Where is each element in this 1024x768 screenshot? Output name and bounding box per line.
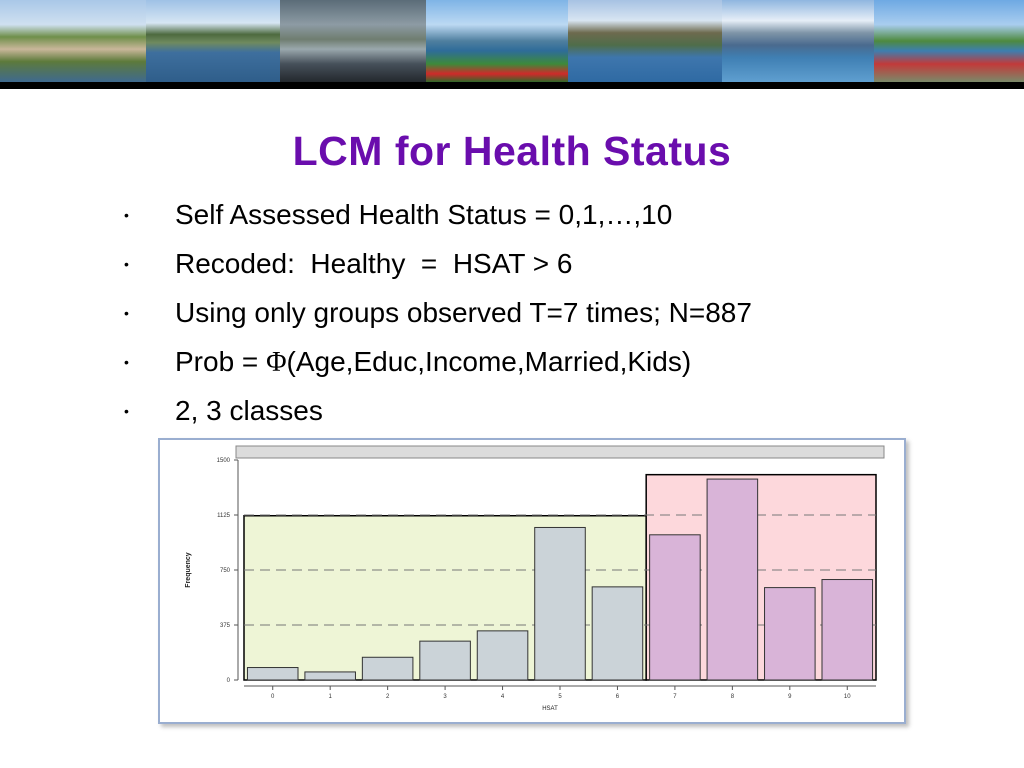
bullet-text-suffix: (Age,Educ,Income,Married,Kids) bbox=[286, 346, 692, 377]
photo-banner bbox=[0, 0, 1024, 82]
y-tick-label: 750 bbox=[219, 568, 230, 574]
hsat-histogram-panel bbox=[158, 438, 906, 724]
bullet-text: 2, 3 classes bbox=[175, 395, 323, 426]
histogram-bar bbox=[822, 580, 873, 680]
bullet-dot: • bbox=[124, 256, 129, 272]
x-tick-label: 2 bbox=[385, 694, 390, 700]
histogram-bar bbox=[477, 631, 528, 680]
x-axis-label: HSAT bbox=[542, 706, 558, 712]
x-tick-label: 5 bbox=[558, 694, 562, 700]
y-tick-label: 1125 bbox=[217, 513, 230, 519]
histogram-bar bbox=[765, 588, 816, 680]
x-tick-label: 4 bbox=[500, 694, 505, 700]
x-tick-label: 10 bbox=[843, 694, 851, 700]
x-tick-label: 6 bbox=[615, 694, 620, 700]
bullet-text: Self Assessed Health Status = 0,1,…,10 bbox=[175, 199, 673, 230]
histogram-bar bbox=[420, 641, 471, 680]
bullet-text-prefix: Prob = bbox=[175, 346, 267, 377]
chart-header-strip bbox=[236, 446, 884, 458]
y-tick-label: 375 bbox=[219, 623, 230, 629]
x-tick-label: 9 bbox=[788, 694, 792, 700]
lake-panorama-photo bbox=[722, 0, 874, 82]
bullet-text: Using only groups observed T=7 times; N=887 bbox=[175, 297, 752, 328]
hilltop-village-photo bbox=[0, 0, 146, 82]
lake-bay-photo bbox=[146, 0, 280, 82]
phi-symbol: Φ bbox=[266, 347, 287, 378]
bullet-list bbox=[120, 195, 752, 440]
y-axis-label: Frequency bbox=[185, 552, 192, 588]
bullet-dot: • bbox=[124, 403, 129, 419]
bullet-item bbox=[120, 195, 752, 244]
y-tick-label: 0 bbox=[226, 678, 230, 684]
mountain-lake-photo bbox=[568, 0, 722, 82]
histogram-bar bbox=[362, 657, 413, 680]
slide-title: LCM for Health Status bbox=[292, 128, 732, 174]
x-tick-label: 3 bbox=[443, 694, 447, 700]
x-tick-label: 7 bbox=[673, 694, 677, 700]
histogram-bar bbox=[650, 535, 701, 680]
y-tick-label: 1500 bbox=[216, 458, 230, 464]
x-tick-label: 1 bbox=[328, 694, 332, 700]
histogram-bar bbox=[535, 527, 586, 680]
histogram-bar bbox=[592, 587, 643, 680]
bullet-dot: • bbox=[124, 354, 129, 370]
bullet-item bbox=[120, 293, 752, 342]
bullet-item bbox=[120, 342, 752, 391]
bullet-item bbox=[120, 391, 752, 440]
histogram-bar bbox=[707, 479, 758, 680]
lakeside-garden-photo bbox=[426, 0, 568, 82]
bullet-dot: • bbox=[124, 207, 129, 223]
histogram-bar bbox=[305, 672, 356, 680]
x-tick-label: 0 bbox=[271, 694, 275, 700]
bullet-text: Recoded: Healthy = HSAT > 6 bbox=[175, 248, 573, 279]
banner-divider bbox=[0, 82, 1024, 89]
x-tick-label: 8 bbox=[730, 694, 735, 700]
bullet-item bbox=[120, 244, 752, 293]
hsat-histogram bbox=[160, 440, 904, 722]
bullet-dot: • bbox=[124, 305, 129, 321]
lakeside-bench-photo bbox=[874, 0, 1024, 82]
histogram-bar bbox=[247, 668, 298, 680]
lakeside-promenade-photo bbox=[280, 0, 426, 82]
